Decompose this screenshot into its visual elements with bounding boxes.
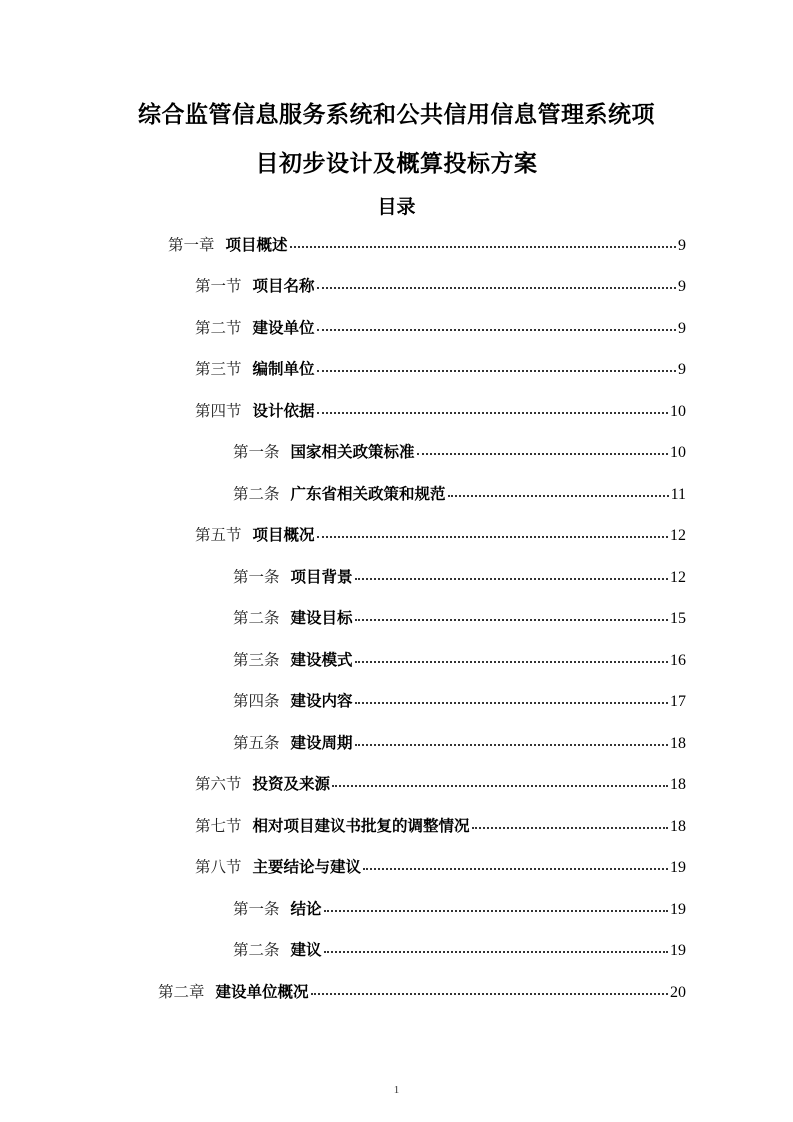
toc-entry[interactable] — [195, 523, 686, 547]
toc-entry[interactable] — [233, 938, 686, 962]
toc-entry-label: 结论 — [290, 900, 322, 918]
page-number: 1 — [393, 1084, 400, 1096]
dot-leader — [472, 826, 668, 829]
dot-leader — [363, 867, 668, 870]
toc-entry[interactable] — [195, 274, 686, 298]
toc-entry[interactable] — [195, 855, 686, 879]
toc-entry[interactable] — [195, 814, 686, 838]
toc-entry-number: 第八节 — [195, 858, 242, 876]
toc-entry[interactable] — [233, 689, 686, 713]
toc-entry-page: 19 — [670, 942, 686, 959]
dot-leader — [317, 369, 676, 372]
toc-entry-number: 第二章 — [158, 983, 205, 1001]
dot-leader — [448, 494, 669, 497]
toc-entry-page: 16 — [670, 652, 686, 669]
toc-entry-page: 9 — [678, 237, 686, 254]
toc-entry-number: 第四条 — [233, 692, 280, 710]
toc-entry-page: 10 — [670, 403, 686, 420]
toc-entry-number: 第五节 — [195, 526, 242, 544]
toc-entry-label: 建设内容 — [290, 692, 353, 710]
dot-leader — [355, 577, 668, 580]
toc-entry-page: 19 — [670, 901, 686, 918]
toc-entry-number: 第二条 — [233, 485, 280, 503]
dot-leader — [317, 535, 668, 538]
document-title-line-2: 目初步设计及概算投标方案 — [255, 151, 538, 177]
toc-entry-number: 第三节 — [195, 360, 242, 378]
toc-entry-number: 第一条 — [233, 568, 280, 586]
toc-entry-label: 建设周期 — [290, 734, 353, 752]
toc-entry-page: 17 — [670, 693, 686, 710]
toc-entry-page: 19 — [670, 859, 686, 876]
toc-entry-label: 相对项目建议书批复的调整情况 — [252, 817, 470, 835]
toc-entry-label: 项目名称 — [252, 277, 315, 295]
toc-entry[interactable] — [233, 482, 686, 506]
toc-entry-page: 11 — [670, 486, 686, 503]
toc-entry[interactable] — [195, 357, 686, 381]
toc-entry[interactable] — [195, 772, 686, 796]
toc-entry-number: 第一章 — [168, 236, 215, 254]
toc-entry-label: 建设目标 — [290, 609, 353, 627]
toc-entry-label: 建设单位概况 — [215, 983, 309, 1001]
dot-leader — [355, 618, 668, 621]
dot-leader — [317, 286, 676, 289]
toc-entry-page: 18 — [670, 735, 686, 752]
dot-leader — [355, 660, 668, 663]
dot-leader — [332, 784, 668, 787]
toc-entry[interactable] — [233, 606, 686, 630]
toc-entry-number: 第二条 — [233, 941, 280, 959]
toc-entry-number: 第七节 — [195, 817, 242, 835]
toc-entry-label: 建设单位 — [252, 319, 315, 337]
toc-entry-page: 18 — [670, 776, 686, 793]
toc-heading: 目录 — [377, 196, 416, 218]
toc-entry-number: 第四节 — [195, 402, 242, 420]
document-title-line-1: 综合监管信息服务系统和公共信用信息管理系统项 — [138, 102, 655, 128]
toc-entry-number: 第一条 — [233, 900, 280, 918]
toc-entry-number: 第二条 — [233, 609, 280, 627]
toc-entry-label: 项目概述 — [225, 236, 288, 254]
toc-entry-label: 项目背景 — [290, 568, 353, 586]
toc-entry-label: 主要结论与建议 — [252, 858, 362, 876]
toc-entry-page: 18 — [670, 818, 686, 835]
dot-leader — [324, 909, 668, 912]
toc-entry-label: 编制单位 — [252, 360, 315, 378]
toc-entry-page: 15 — [670, 610, 686, 627]
dot-leader — [317, 411, 668, 414]
toc-entry[interactable] — [168, 233, 686, 257]
toc-entry[interactable] — [233, 731, 686, 755]
toc-entry-page: 10 — [670, 444, 686, 461]
dot-leader — [317, 328, 676, 331]
toc-entry-number: 第五条 — [233, 734, 280, 752]
toc-entry[interactable] — [233, 897, 686, 921]
toc-entry-label: 国家相关政策标准 — [290, 443, 415, 461]
toc-entry-page: 20 — [670, 984, 686, 1001]
toc-entry-page: 12 — [670, 527, 686, 544]
toc-entry-number: 第六节 — [195, 775, 242, 793]
dot-leader — [355, 701, 668, 704]
toc-entry-number: 第一条 — [233, 443, 280, 461]
toc-entry[interactable] — [233, 440, 686, 464]
toc-entry-label: 投资及来源 — [252, 775, 331, 793]
toc-entry[interactable] — [158, 980, 686, 1004]
toc-entry-page: 9 — [678, 278, 686, 295]
dot-leader — [417, 452, 668, 455]
toc-entry-number: 第二节 — [195, 319, 242, 337]
toc-entry-label: 设计依据 — [252, 402, 315, 420]
toc-entry-label: 广东省相关政策和规范 — [290, 485, 446, 503]
toc-entry[interactable] — [233, 565, 686, 589]
toc-entry[interactable] — [195, 399, 686, 423]
dot-leader — [355, 743, 668, 746]
toc-entry-number: 第三条 — [233, 651, 280, 669]
dot-leader — [324, 950, 668, 953]
dot-leader — [290, 245, 676, 248]
toc-entry-page: 12 — [670, 569, 686, 586]
toc-entry[interactable] — [233, 648, 686, 672]
toc-entry-label: 项目概况 — [252, 526, 315, 544]
toc-entry-number: 第一节 — [195, 277, 242, 295]
toc-entry-page: 9 — [678, 361, 686, 378]
toc-entry[interactable] — [195, 316, 686, 340]
toc-entry-label: 建议 — [290, 941, 322, 959]
toc-entry-page: 9 — [678, 320, 686, 337]
toc-entry-label: 建设模式 — [290, 651, 353, 669]
dot-leader — [311, 992, 668, 995]
